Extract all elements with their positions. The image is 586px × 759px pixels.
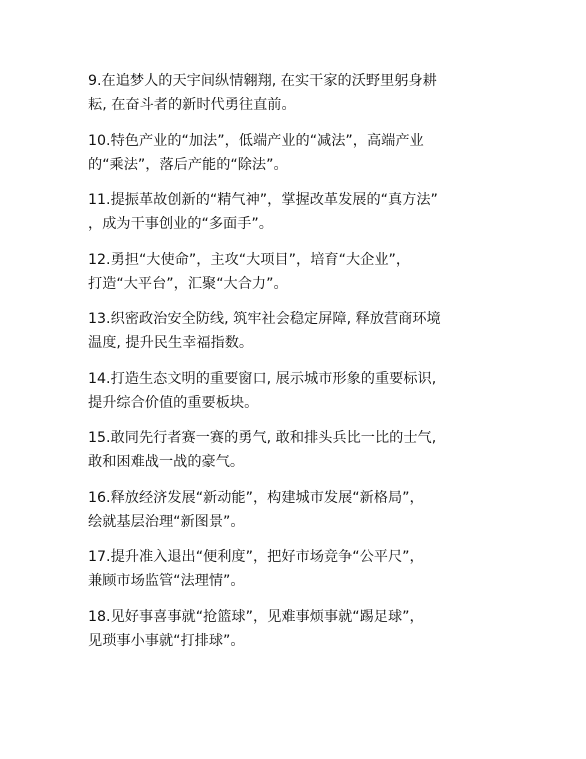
document-body [88,69,508,664]
paragraph-16 [88,486,508,534]
paragraph-line: 16.释放经济发展“新动能”，构建城市发展“新格局”， [88,489,424,506]
paragraph-line: ，成为干事创业的“多面手”。 [88,216,273,232]
paragraph-line: 耘, 在奋斗者的新时代勇往直前。 [88,97,296,113]
paragraph-line: 兼顾市场监管“法理情”。 [88,573,245,589]
paragraph-line: 15.敢同先行者赛一赛的勇气, 敢和排头兵比一比的士气, [88,430,437,446]
paragraph-line: 18.见好事喜事就“抢篮球”，见难事烦事就“踢足球”， [88,608,424,625]
paragraph-line: 9.在追梦人的天宇间纵情翱翔, 在实干家的沃野里躬身耕 [88,73,437,89]
paragraph-line: 温度, 提升民生幸福指数。 [88,335,254,351]
paragraph-line: 见琐事小事就“打排球”。 [88,632,245,649]
paragraph-line: 12.勇担“大使命”，主攻“大项目”，培育“大企业”， [88,251,411,268]
paragraph-line: 11.提振革故创新的“精气神”，掌握改革发展的“真方法” [88,192,438,208]
paragraph-14 [88,367,508,415]
paragraph-line: 绘就基层治理“新图景”。 [88,513,245,530]
paragraph-line: 的“乘法”，落后产能的“除法”。 [88,156,288,173]
paragraph-15 [88,426,508,474]
paragraph-11 [88,188,508,236]
paragraph-line: 13.织密政治安全防线, 筑牢社会稳定屏障, 释放营商环境 [88,311,441,327]
paragraph-line: 17.提升准入退出“便利度”，把好市场竞争“公平尺”， [88,549,424,565]
paragraph-17 [88,545,508,593]
paragraph-18 [88,605,508,653]
paragraph-9 [88,69,508,117]
paragraph-line: 14.打造生态文明的重要窗口, 展示城市形象的重要标识, [88,370,437,387]
paragraph-10 [88,129,508,177]
paragraph-line: 10.特色产业的“加法”，低端产业的“减法”，高端产业 [88,132,424,149]
paragraph-12 [88,248,508,296]
paragraph-13 [88,307,508,355]
paragraph-line: 敢和困难战一战的豪气。 [88,454,245,470]
paragraph-line: 打造“大平台”，汇聚“大合力”。 [88,275,288,292]
paragraph-line: 提升综合价值的重要板块。 [88,394,259,411]
